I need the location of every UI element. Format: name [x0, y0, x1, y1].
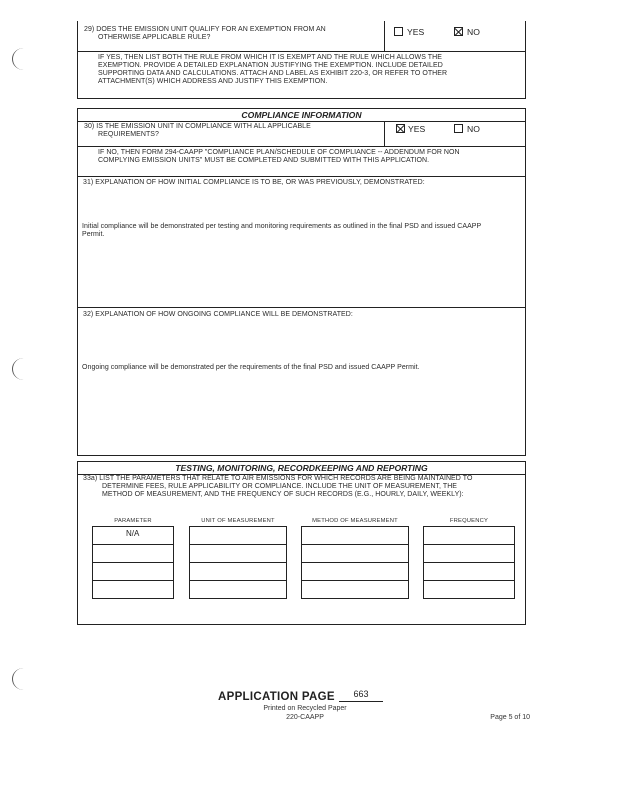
table-cell-frequency-row-2[interactable] [423, 544, 515, 563]
table-cell-method-row-3[interactable] [301, 562, 409, 581]
column-header-frequency: FREQUENCY [449, 518, 489, 524]
table-cell-parameter-row-2[interactable] [92, 544, 174, 563]
testing-header: TESTING, MONITORING, RECORDKEEPING AND REPORTING [175, 463, 428, 473]
q30-yes-label: YES [408, 124, 426, 134]
application-page-number: 663 [353, 689, 369, 699]
application-page-number-underline [339, 701, 383, 702]
section-testing-monitoring [77, 461, 526, 625]
table-cell-method-row-4[interactable] [301, 580, 409, 599]
table-cell-text: N/A [126, 529, 140, 538]
q30-instruction-line2: COMPLYING EMISSION UNITS" MUST BE COMPLETED AND SUBMITTED WITH THIS APPLICATION. [98, 157, 430, 164]
q30-no-label: NO [467, 124, 480, 134]
table-cell-method-row-1[interactable] [301, 526, 409, 545]
column-header-method-of-measurement: METHOD OF MEASUREMENT [312, 518, 398, 524]
q33a-line2: DETERMINE FEES, RULE APPLICABILITY OR COMPLIANCE. INCLUDE THE UNIT OF MEASUREMENT, THE [102, 483, 458, 490]
q31-divider-horizontal [78, 176, 525, 177]
section-29-exemption [77, 21, 526, 99]
q30-no-checkbox[interactable] [454, 124, 463, 133]
form-id: 220-CAAPP [286, 714, 324, 721]
section-compliance-information [77, 108, 526, 456]
compliance-header-rule [78, 121, 525, 122]
q31-answer-line2: Permit. [82, 231, 105, 238]
q29-no-checkbox[interactable] [454, 27, 463, 36]
binder-punch-mark-bottom [12, 668, 35, 690]
q33a-line1: 33a) LIST THE PARAMETERS THAT RELATE TO AIR EMISSIONS FOR WHICH RECORDS ARE BEING MAINTAINED TO [83, 475, 473, 482]
recycled-paper-note: Printed on Recycled Paper [263, 705, 347, 712]
q32-label: 32) EXPLANATION OF HOW ONGOING COMPLIANCE WILL BE DEMONSTRATED: [83, 311, 353, 318]
q30-divider-horizontal [78, 146, 525, 147]
table-cell-unit-row-1[interactable] [189, 526, 287, 545]
binder-punch-mark-top [12, 48, 35, 70]
column-header-parameter: PARAMETER [114, 518, 152, 524]
q29-yes-label: YES [407, 27, 425, 37]
q29-no-label: NO [467, 27, 480, 37]
page-of: Page 5 of 10 [490, 714, 530, 721]
q32-divider-horizontal [78, 307, 525, 308]
q29-instruction-line4: ATTACHMENT(S) WHICH ADDRESS AND JUSTIFY THIS EXEMPTION. [98, 78, 328, 85]
q29-divider-vertical [384, 21, 385, 51]
q29-divider-horizontal [78, 51, 525, 52]
application-page-label: APPLICATION PAGE [218, 691, 335, 703]
footer-application-page [218, 691, 388, 705]
q29-question-line2: OTHERWISE APPLICABLE RULE? [98, 34, 211, 41]
q33a-line3: METHOD OF MEASUREMENT, AND THE FREQUENCY OF SUCH RECORDS (E.G., HOURLY, DAILY, WEEKLY): [102, 491, 464, 498]
table-cell-parameter-row-1[interactable] [92, 526, 174, 545]
table-cell-unit-row-4[interactable] [189, 580, 287, 599]
q30-question-line1: 30) IS THE EMISSION UNIT IN COMPLIANCE WITH ALL APPLICABLE [84, 123, 311, 130]
q30-instruction-line1: IF NO, THEN FORM 294-CAAPP "COMPLIANCE PLAN/SCHEDULE OF COMPLIANCE -- ADDENDUM FOR NON [98, 149, 460, 156]
q30-question-line2: REQUIREMENTS? [98, 131, 159, 138]
q29-question-line1: 29) DOES THE EMISSION UNIT QUALIFY FOR AN EXEMPTION FROM AN [84, 26, 326, 33]
q29-instruction-line1: IF YES, THEN LIST BOTH THE RULE FROM WHICH IT IS EXEMPT AND THE RULE WHICH ALLOWS THE [98, 54, 442, 61]
column-header-unit-of-measurement: UNIT OF MEASUREMENT [201, 518, 275, 524]
q31-label: 31) EXPLANATION OF HOW INITIAL COMPLIANCE IS TO BE, OR WAS PREVIOUSLY, DEMONSTRATED: [83, 179, 425, 186]
table-cell-method-row-2[interactable] [301, 544, 409, 563]
table-cell-unit-row-2[interactable] [189, 544, 287, 563]
q29-instruction-line3: SUPPORTING DATA AND CALCULATIONS. ATTACH AND LABEL AS EXHIBIT 220-3, OR REFER TO OTHER [98, 70, 448, 77]
table-cell-parameter-row-4[interactable] [92, 580, 174, 599]
q31-answer-line1: Initial compliance will be demonstrated per testing and monitoring requirements as outlined in the final PSD and issued CAAPP [82, 223, 482, 230]
binder-punch-mark-middle [12, 358, 35, 380]
table-cell-parameter-row-3[interactable] [92, 562, 174, 581]
q32-answer: Ongoing compliance will be demonstrated per the requirements of the final PSD and issued CAAPP Permit. [82, 364, 420, 371]
compliance-header: COMPLIANCE INFORMATION [241, 110, 362, 120]
q30-divider-vertical [384, 121, 385, 146]
q29-yes-checkbox[interactable] [394, 27, 403, 36]
table-cell-frequency-row-1[interactable] [423, 526, 515, 545]
table-cell-frequency-row-3[interactable] [423, 562, 515, 581]
table-cell-unit-row-3[interactable] [189, 562, 287, 581]
table-cell-frequency-row-4[interactable] [423, 580, 515, 599]
q29-instruction-line2: EXEMPTION. PROVIDE A DETAILED EXPLANATION JUSTIFYING THE EXEMPTION. INCLUDE DETAILED [98, 62, 443, 69]
q30-yes-checkbox[interactable] [396, 124, 405, 133]
